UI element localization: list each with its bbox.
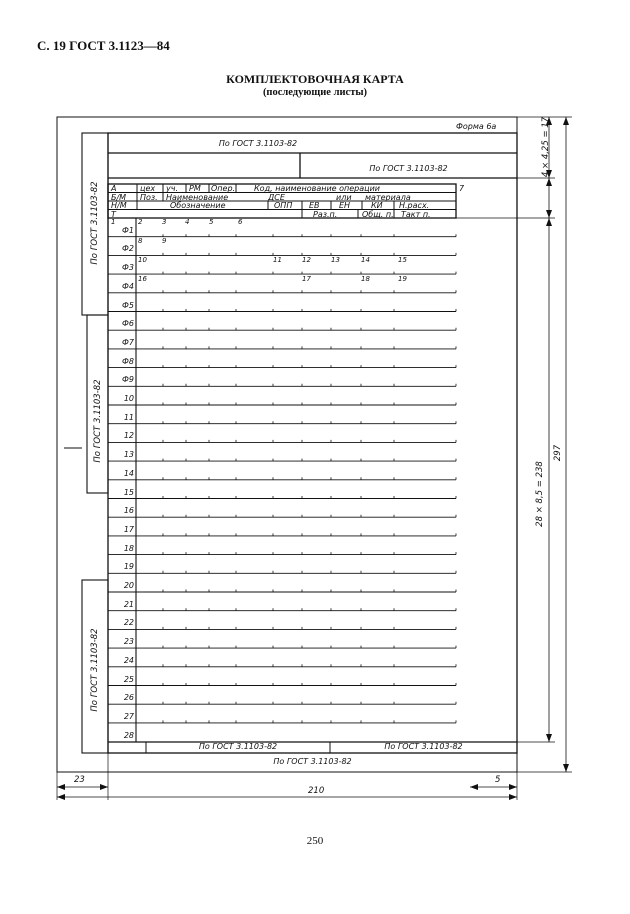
- side-label-1: По ГОСТ 3.1103-82: [90, 181, 100, 265]
- row-label: 28: [123, 730, 134, 740]
- row-label: 16: [123, 506, 134, 516]
- card-title: КОМПЛЕКТОВОЧНАЯ КАРТА: [226, 72, 404, 86]
- card-subtitle: (последующие листы): [262, 87, 368, 98]
- marker-5: 5: [209, 218, 214, 226]
- row-label: Ф2: [122, 244, 134, 254]
- gost-bottom-right: По ГОСТ 3.1103-82: [384, 742, 463, 751]
- gost-top: По ГОСТ 3.1103-82: [218, 139, 298, 148]
- marker-17: 17: [302, 275, 311, 283]
- row-label: 24: [123, 655, 134, 665]
- sheet-border: [57, 117, 517, 772]
- gost-second: По ГОСТ 3.1103-82: [369, 164, 448, 173]
- row-label: Ф8: [122, 356, 134, 366]
- dim-total-height: 297: [553, 444, 563, 462]
- row-label: Ф6: [122, 319, 134, 329]
- dim-right-margin: 5: [495, 775, 501, 785]
- hdr-a-2: уч.: [166, 184, 179, 193]
- hdr-a-6: 7: [459, 184, 465, 193]
- row-label: 19: [123, 562, 134, 572]
- gost-bottom: По ГОСТ 3.1103-82: [273, 757, 352, 766]
- hdr-d-1: Раз.п.: [313, 209, 338, 219]
- marker-16: 16: [138, 275, 147, 283]
- marker-13: 13: [331, 256, 340, 264]
- hdr-a-5: Код, наименование операции: [254, 184, 380, 193]
- row-label: 26: [123, 693, 134, 703]
- row-label: Ф7: [122, 337, 134, 347]
- dim-middle: 28 × 8,5 = 238: [535, 461, 545, 527]
- hdr-c-2: ОПП: [274, 201, 293, 210]
- side-label-3: По ГОСТ 3.1103-82: [90, 628, 100, 712]
- row-label: Ф4: [122, 281, 134, 291]
- row-label: 13: [123, 450, 134, 460]
- hdr-d-2: Общ. п.: [362, 209, 394, 219]
- hdr-b-3: ДСЕ: [268, 192, 285, 202]
- form-name: Форма 6а: [456, 122, 497, 131]
- row-label: 15: [123, 487, 134, 497]
- hdr-b-0: Б/М: [111, 192, 127, 202]
- dim-left-margin: 23: [74, 775, 85, 785]
- marker-14: 14: [361, 256, 370, 264]
- hdr-a-3: РМ: [189, 184, 201, 193]
- dim-top: 4 × 4,25 = 17: [541, 116, 551, 178]
- row-label: 11: [123, 412, 134, 422]
- marker-9: 9: [162, 237, 167, 245]
- row-label: 18: [123, 543, 134, 553]
- row-label: Ф3: [122, 263, 134, 273]
- row-lines: [108, 234, 456, 723]
- row-label: 27: [123, 711, 134, 721]
- row-label: 21: [123, 599, 134, 609]
- marker-10: 10: [138, 256, 147, 264]
- row-label: 17: [123, 524, 134, 534]
- hdr-b-5: материала: [365, 192, 411, 202]
- inner-frame: [108, 133, 517, 753]
- gost-bottom-left: По ГОСТ 3.1103-82: [198, 742, 278, 751]
- hdr-b-4: или: [336, 192, 352, 202]
- hdr-c-5: КИ: [371, 201, 383, 210]
- hdr-c-6: Н.расх.: [399, 201, 430, 210]
- marker-6: 6: [238, 218, 243, 226]
- marker-18: 18: [361, 275, 370, 283]
- row-label: 12: [123, 431, 134, 441]
- marker-2: 2: [138, 218, 143, 226]
- page-number: 250: [306, 835, 324, 847]
- marker-4: 4: [185, 218, 190, 226]
- marker-15: 15: [398, 256, 407, 264]
- marker-11: 11: [273, 256, 282, 264]
- row-label: 23: [123, 637, 134, 647]
- row-label: 10: [123, 394, 134, 403]
- row-label: Ф5: [122, 300, 134, 310]
- dim-total-width: 210: [308, 786, 325, 796]
- hdr-a-0: А: [111, 184, 117, 193]
- marker-8: 8: [138, 237, 143, 245]
- hdr-c-0: Н/М: [111, 201, 127, 210]
- hdr-b-1: Поз.: [140, 192, 158, 202]
- marker-19: 19: [398, 275, 407, 283]
- hdr-a-1: цех: [140, 184, 156, 193]
- hdr-b-2: Наименование: [166, 192, 229, 202]
- row-label: Ф9: [122, 375, 134, 385]
- row-label: 14: [123, 468, 134, 478]
- row-label: 22: [123, 618, 134, 628]
- side-label-2: По ГОСТ 3.1103-82: [93, 379, 103, 463]
- row-label: 25: [123, 674, 134, 684]
- page-header: С. 19 ГОСТ 3.1123—84: [37, 38, 170, 53]
- hdr-d-0: Т: [111, 209, 116, 219]
- hdr-c-3: ЕВ: [309, 201, 320, 210]
- row-label: 20: [123, 581, 134, 590]
- marker-12: 12: [302, 256, 311, 264]
- hdr-d-3: Такт п.: [401, 209, 431, 219]
- hdr-a-4: Опер.: [211, 184, 236, 193]
- row-label: Ф1: [122, 225, 134, 235]
- marker-3: 3: [162, 218, 167, 226]
- hdr-c-4: ЕН: [339, 201, 351, 210]
- marker-1: 1: [111, 218, 116, 226]
- hdr-c-1: Обозначение: [170, 201, 226, 210]
